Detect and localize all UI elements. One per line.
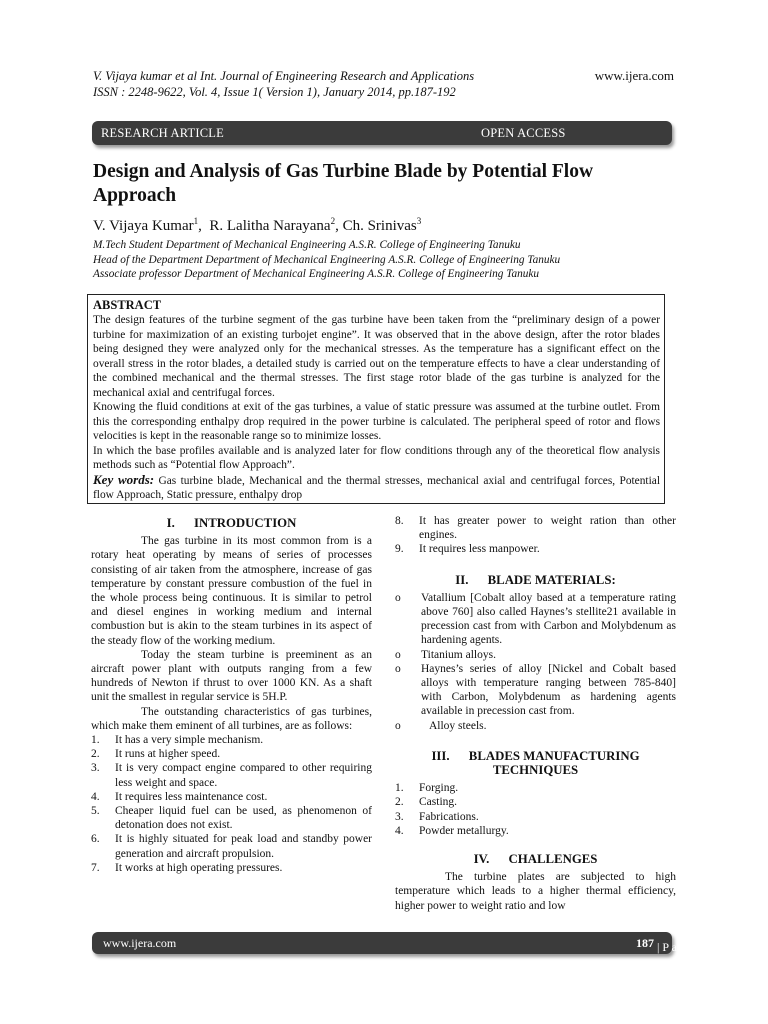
journal-header <box>93 68 474 100</box>
affiliations <box>93 238 560 282</box>
list-item: 4. Powder metallurgy. <box>395 824 509 837</box>
journal-citation: V. Vijaya kumar et al Int. Journal of Engineering Research and Applications <box>93 69 475 83</box>
paper-title: Design and Analysis of Gas Turbine Blade by Potential Flow Approach <box>93 161 594 206</box>
right-column <box>395 514 676 913</box>
abstract-paragraph: The design features of the turbine segment of the gas turbine have been taken from the “preliminary design of a power turbine for maximization of an existing turbojet engine”. It was observed that in the above design, after the rotor blades being designed they were analyzed only for the mechanical stresses. As the temperature has a significant effect on the overall stress in the rotor blades, a detailed study is carried out on the temperature effects to have a clear understanding of the combined mechanical and the thermal stresses. The first stage rotor blade of the gas turbine is analyzed for the mechanical axial and centrifugal forces. <box>93 314 660 399</box>
section-heading-blade-materials: II. BLADE MATERIALS: <box>455 572 616 587</box>
abstract-paragraph: In which the base profiles available and is analyzed later for flow conditions through any of the theoretical flow analysis methods such as “Potential flow Approach”. <box>93 444 660 471</box>
author-name: R. Lalitha Narayana <box>209 218 331 234</box>
list-item: o Titanium alloys. <box>395 648 496 661</box>
left-column <box>91 514 372 875</box>
article-type-banner <box>92 121 672 145</box>
author-affil-index: 1 <box>193 216 199 226</box>
author-name: V. Vijaya Kumar <box>93 218 194 234</box>
section-heading-challenges: IV. CHALLENGES <box>473 852 598 867</box>
author-affil-index: 2 <box>330 216 336 226</box>
footer-website[interactable]: www.ijera.com <box>103 936 177 950</box>
open-access-label: OPEN ACCESS <box>481 126 566 140</box>
list-item: 3. Fabrications. <box>395 810 479 823</box>
list-item: 1. Forging. <box>395 782 459 795</box>
page-label: | P a g e <box>654 940 695 954</box>
list-item: 7. It works at high operating pressures. <box>91 861 283 874</box>
list-item: 8. It has greater power to weight ration than other engines. <box>395 515 676 542</box>
journal-website[interactable]: www.ijera.com <box>594 68 674 83</box>
journal-issn: ISSN : 2248-9622, Vol. 4, Issue 1( Version 1), January 2014, pp.187-192 <box>93 85 456 99</box>
list-item: o Alloy steels. <box>395 719 487 732</box>
affiliation-line: M.Tech Student Department of Mechanical Engineering A.S.R. College of Engineering Tanuku <box>93 239 521 251</box>
body-paragraph: The outstanding characteristics of gas turbines, which make them eminent of all turbines, are as follows: <box>91 705 372 732</box>
materials-list <box>395 591 676 733</box>
footer-page-number <box>636 936 695 954</box>
list-item: o Haynes’s series of alloy [Nickel and Cobalt based alloys with temperature ranging between 785-840] with Carbon, Molybdenum as hardening agents available in precession cast from. <box>395 662 676 718</box>
abstract-box <box>87 294 665 504</box>
manufacturing-list <box>395 781 676 838</box>
body-paragraph: The turbine plates are subjected to high temperature which leads to a higher thermal efficiency, higher power to weight ratio and low <box>395 871 676 912</box>
list-item: 2. Casting. <box>395 796 458 809</box>
list-item: 5. Cheaper liquid fuel can be used, as phenomenon of detonation does not exist. <box>91 805 372 832</box>
list-item: 6. It is highly situated for peak load and standby power generation and aircraft propulsion. <box>91 833 372 860</box>
section-heading-introduction: I. INTRODUCTION <box>166 516 297 530</box>
list-item: 4. It requires less maintenance cost. <box>91 790 268 803</box>
section-heading-manufacturing: III. BLADES MANUFACTURING TECHNIQUES <box>431 748 643 778</box>
abstract-heading: ABSTRACT <box>93 298 162 312</box>
keywords-label: Key words: <box>93 471 155 487</box>
characteristics-list <box>91 733 372 875</box>
body-paragraph: Today the steam turbine is preeminent as an aircraft power plant with outputs ranging from a few hundreds of Newton if thrust to over 1000 KN. As a shaft unit the smallest in regular service is 5H.P. <box>91 648 372 704</box>
list-item: 9. It requires less manpower. <box>395 543 540 556</box>
author-affil-index: 3 <box>416 216 422 226</box>
page-footer <box>92 932 695 954</box>
affiliation-line: Head of the Department Department of Mechanical Engineering A.S.R. College of Engineering Tanuku <box>93 253 561 266</box>
list-item: 2. It runs at higher speed. <box>91 748 221 761</box>
page-number: 187 <box>636 936 654 950</box>
affiliation-line: Associate professor Department of Mechanical Engineering A.S.R. College of Engineering Tanuku <box>93 268 540 280</box>
author-name: Ch. Srinivas <box>342 218 417 234</box>
list-item: o Vatallium [Cobalt alloy based at a temperature rating above 760] also called Haynes’s stellite21 available in precession cast from with Carbon and Molybdenum as hardening agents. <box>395 591 676 647</box>
list-item: 1. It has a very simple mechanism. <box>91 734 264 747</box>
research-article-label: RESEARCH ARTICLE <box>101 126 224 140</box>
abstract-paragraph: Knowing the fluid conditions at exit of the gas turbines, a value of static pressure was assumed at the turbine outlet. From this the corresponding enthalpy drop required in the power turbine is calculated. The peripheral speed of rotor and flows velocities is kept in the reasonable range so to minimize losses. <box>93 401 660 442</box>
keywords <box>93 473 660 503</box>
author-list: V. Vijaya Kumar$^1$, R. Lalitha Narayana$^2$, Ch. Srinivas$^3$ <box>93 216 422 234</box>
characteristics-list-continued <box>395 514 676 557</box>
list-item: 3. It is very compact engine compared to other requiring less weight and space. <box>91 762 372 789</box>
keywords-text: Gas turbine blade, Mechanical and the thermal stresses, mechanical axial and centrifugal forces, Potential flow Approach, Static pressure, enthalpy drop <box>93 474 660 501</box>
body-paragraph: The gas turbine in its most common from is a rotary heat operating by means of series of processes consisting of air taken from the atmosphere, increase of gas temperature by constant pressure combustion of the fuel in the whole process being continuous. It is similar to petrol and diesel engines in working medium and internal combustion but is akin to the steam turbines in its aspect of the steady flow of the working medium. <box>91 535 372 647</box>
